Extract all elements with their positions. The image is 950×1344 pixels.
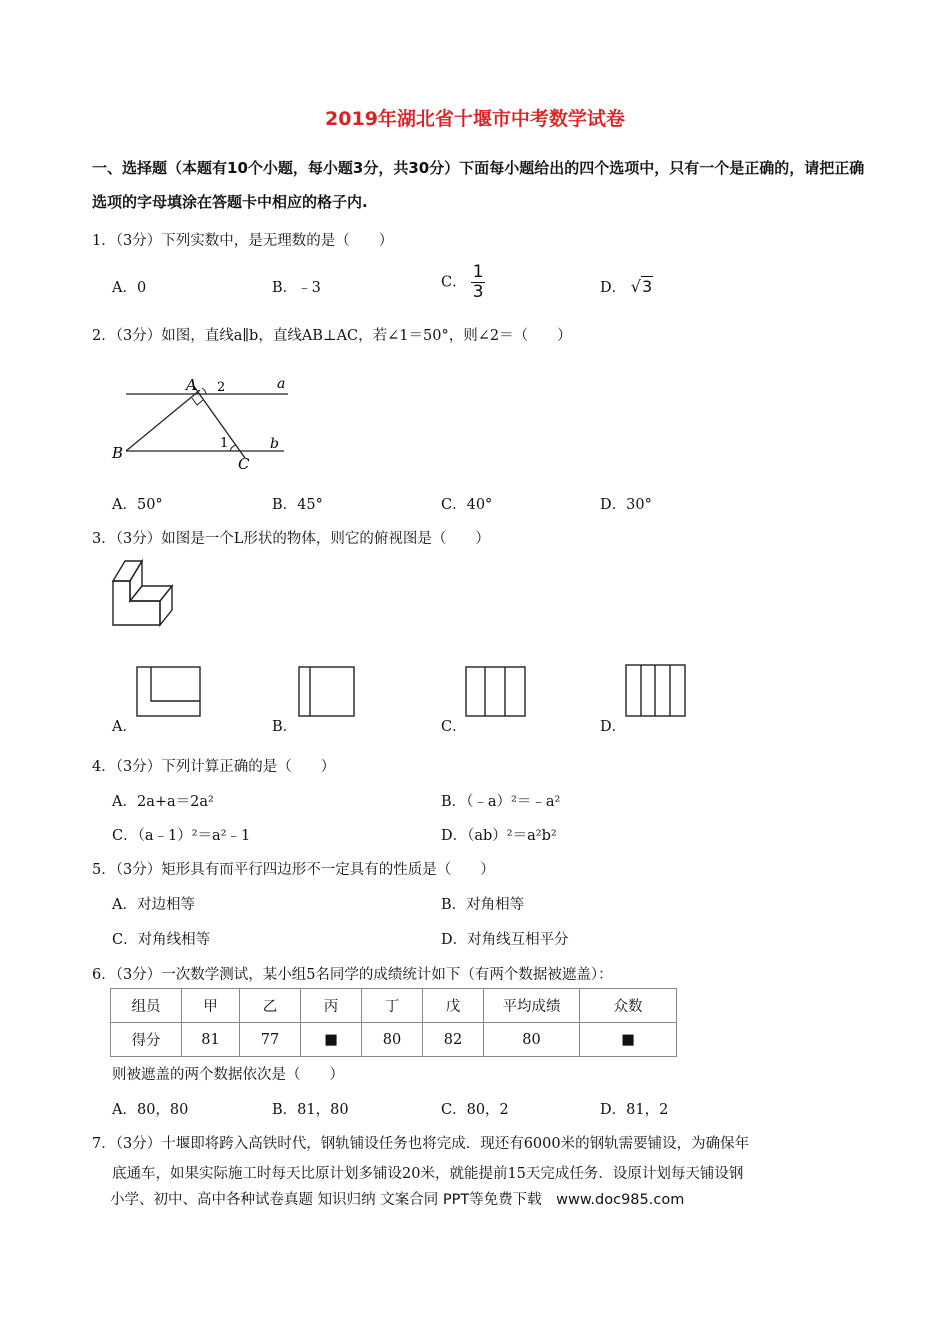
top-view-b: [298, 666, 356, 718]
top-view-a: [136, 666, 202, 718]
q1-stem: 1．（3分）下列实数中，是无理数的是（ ）: [92, 233, 394, 249]
q1-option-c-prefix: C．: [441, 274, 467, 291]
table-header-cell: 丁: [362, 989, 423, 1023]
table-row: [111, 1023, 677, 1057]
table-header-cell: 众数: [580, 989, 677, 1023]
q3-option-d: D．: [600, 719, 627, 735]
label-1: 1: [220, 436, 229, 451]
q6-option-d: D．81，2: [600, 1102, 669, 1118]
q4-stem: 4．（3分）下列计算正确的是（ ）: [92, 759, 336, 775]
label-b: b: [270, 436, 279, 452]
q2-option-a: A．50°: [112, 497, 163, 513]
q4-option-c: C．（a﹣1）²＝a²﹣1: [112, 828, 251, 844]
fraction: [471, 264, 485, 301]
top-view-d: [625, 664, 687, 718]
fraction-numerator: 1: [472, 262, 484, 282]
table-cell: 80: [362, 1023, 423, 1057]
q4-option-a: A．2a+a＝2a²: [112, 794, 214, 810]
q5-option-d: D．对角线互相平分: [441, 932, 569, 948]
q1-option-d-prefix: D．: [600, 280, 627, 296]
q3-stem: 3．（3分）如图是一个L形状的物体，则它的俯视图是（ ）: [92, 531, 490, 547]
score-table: [110, 988, 677, 1057]
q6-option-a: A．80，80: [112, 1102, 189, 1118]
q7-line2: 底通车，如果实际施工时每天比原计划多铺设20米，就能提前15天完成任务．设原计划每天铺设钢: [112, 1166, 744, 1182]
label-B: B: [112, 444, 124, 462]
table-cell: 77: [240, 1023, 301, 1057]
table-header-cell: 甲: [182, 989, 240, 1023]
label-2: 2: [217, 380, 226, 395]
sqrt-icon: √: [630, 277, 641, 296]
q1-option-c: [441, 264, 485, 301]
section-instructions: 一、选择题（本题有10个小题，每小题3分，共30分）下面每小题给出的四个选项中，只有一个是正确的，请把正确选项的字母填涂在答题卡中相应的格子内.: [92, 159, 865, 211]
table-cell: 80: [484, 1023, 580, 1057]
q3-option-c: C．: [441, 719, 467, 735]
table-cell-masked: ■: [580, 1023, 677, 1057]
table-header-cell: 戊: [423, 989, 484, 1023]
segment-ab: [126, 390, 200, 451]
q2-stem: 2．（3分）如图，直线a∥b，直线AB⊥AC，若∠1＝50°，则∠2＝（ ）: [92, 328, 572, 344]
top-view-c: [465, 666, 527, 718]
label-A: A: [186, 376, 197, 394]
q5-option-c: C．对角线相等: [112, 932, 211, 948]
label-C: C: [238, 455, 250, 473]
q5-stem: 5．（3分）矩形具有而平行四边形不一定具有的性质是（ ）: [92, 862, 495, 878]
q1-option-d: [600, 276, 653, 297]
q5-option-a: A．对边相等: [112, 897, 195, 913]
q6-followup: 则被遮盖的两个数据依次是（ ）: [112, 1067, 344, 1083]
table-cell: 82: [423, 1023, 484, 1057]
q6-stem: 6．（3分）一次数学测试，某小组5名同学的成绩统计如下（有两个数据被遮盖）：: [92, 967, 613, 983]
table-header-row: [111, 989, 677, 1023]
q4-option-d: D．（ab）²＝a²b²: [441, 828, 557, 844]
table-header-cell: 组员: [111, 989, 182, 1023]
q4-option-b: B．（﹣a）²＝﹣a²: [441, 794, 561, 810]
right-angle-mark: [192, 398, 203, 405]
q3-option-b: B．: [272, 719, 298, 735]
page-footer: 小学、初中、高中各种试卷真题 知识归纳 文案合同 PPT等免费下载 www.doc985.com: [110, 1192, 685, 1208]
table-cell-masked: ■: [301, 1023, 362, 1057]
sqrt-radicand: 3: [641, 277, 653, 296]
page-title: 2019年湖北省十堰市中考数学试卷: [325, 108, 625, 130]
segment-ac: [193, 385, 245, 458]
label-a: a: [277, 376, 286, 392]
q2-option-b: B．45°: [272, 497, 323, 513]
angle-2-arc: [202, 388, 206, 394]
q2-figure: [108, 368, 298, 474]
fraction-denominator: 3: [472, 282, 484, 302]
q5-option-b: B．对角相等: [441, 897, 525, 913]
table-header-cell: 丙: [301, 989, 362, 1023]
table-header-cell: 乙: [240, 989, 301, 1023]
q1-option-b: B．﹣3: [272, 280, 321, 296]
q2-option-c: C．40°: [441, 497, 493, 513]
q6-option-c: C．80，2: [441, 1102, 509, 1118]
table-cell: 81: [182, 1023, 240, 1057]
angle-1-arc: [230, 445, 236, 451]
q7-line1: 7．（3分）十堰即将跨入高铁时代，钢轨铺设任务也将完成．现还有6000米的钢轨需要铺设，为确保年: [92, 1136, 750, 1152]
q1-option-a: A．0: [112, 280, 147, 296]
q2-option-d: D．30°: [600, 497, 652, 513]
l-shape-figure: [108, 556, 188, 630]
table-header-cell: 平均成绩: [484, 989, 580, 1023]
q6-option-b: B．81，80: [272, 1102, 349, 1118]
q3-option-a: A．: [112, 719, 137, 735]
table-cell: 得分: [111, 1023, 182, 1057]
